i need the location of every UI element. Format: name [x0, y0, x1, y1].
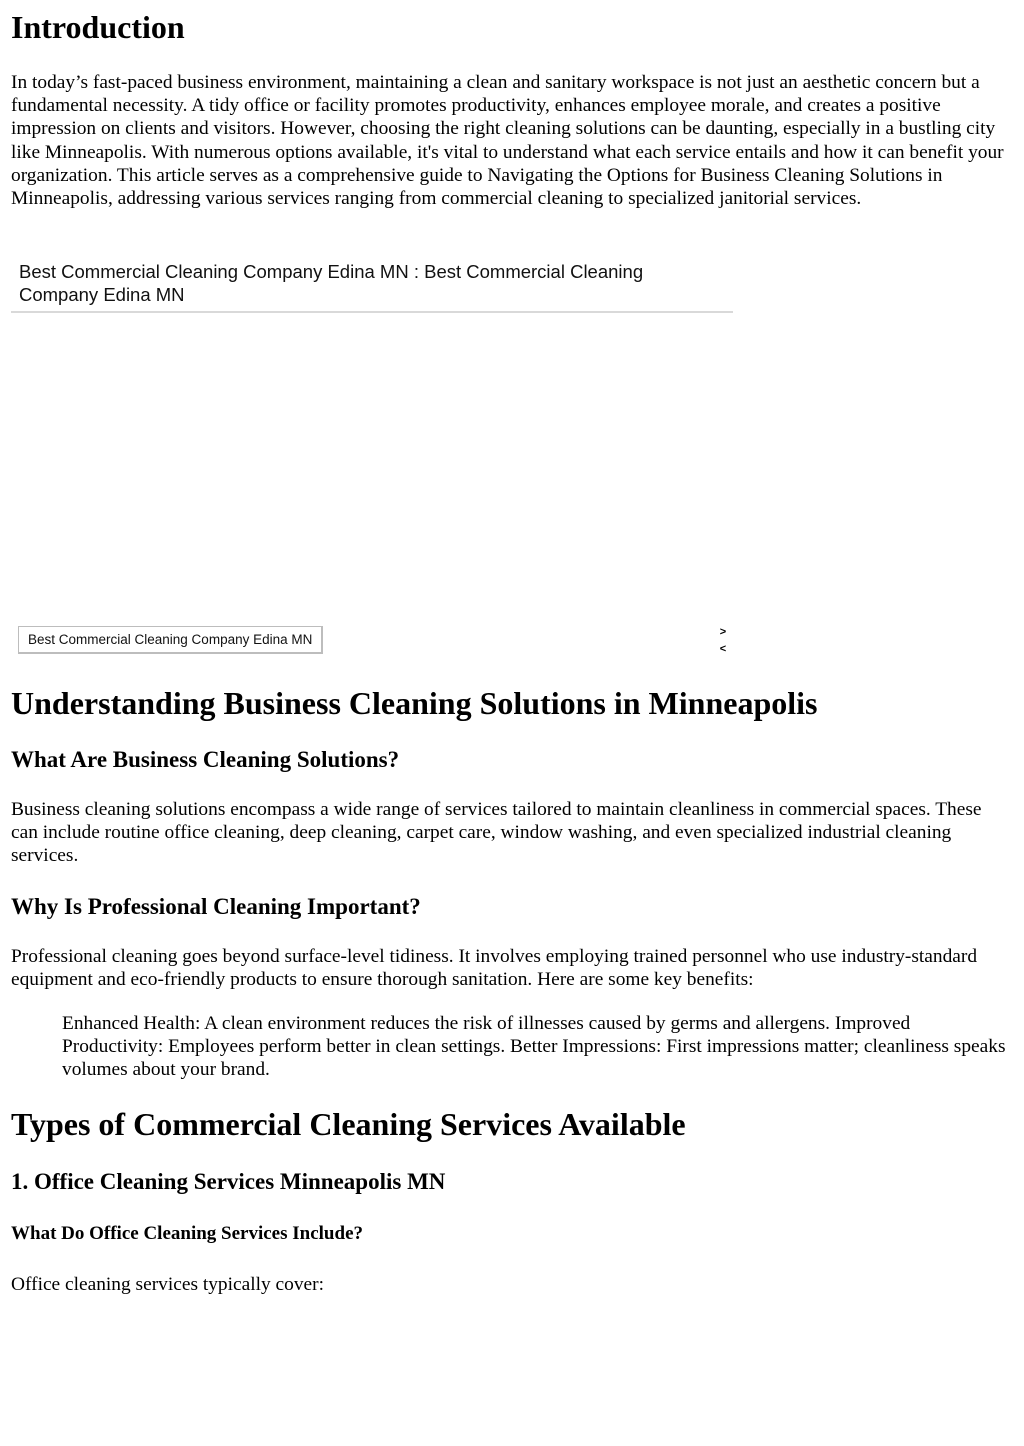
widget-title[interactable]: Best Commercial Cleaning Company Edina MN : Best Commercial Cleaning Company Edina MN — [19, 261, 644, 305]
office-paragraph: Office cleaning services typically cover: — [11, 1274, 324, 1295]
widget-media-area[interactable] — [11, 314, 733, 624]
benefits-list: Enhanced Health: A clean environment reduces the risk of illnesses caused by germs and allergens. Improved Productivity: Employees perform better in clean settings. Better Impressions: First impressions matter; cleanliness speaks volumes about your brand. — [62, 1013, 1006, 1081]
understanding-heading: Understanding Business Cleaning Solutions in Minneapolis — [11, 685, 818, 721]
widget-divider — [11, 311, 733, 313]
intro-paragraph: In today’s fast-paced business environment, maintaining a clean and sanitary workspace is not just an aesthetic concern but a fundamental necessity. A tidy office or facility promotes productivity, enhances employee morale, and creates a positive impression on clients and visitors. However, choosing the right cleaning solutions can be daunting, especially in a bustling city like Minneapolis. With numerous options available, it's vital to understand what each service entails and how it can benefit your organization. This article serves as a comprehensive guide to Navigating the Options for Business Cleaning Solutions in Minneapolis, addressing various services ranging from commercial cleaning to specialized janitorial services. — [11, 72, 1004, 210]
office-cleaning-heading: 1. Office Cleaning Services Minneapolis MN — [11, 1169, 446, 1194]
embedded-video-widget — [11, 256, 733, 662]
what-paragraph: Business cleaning solutions encompass a wide range of services tailored to maintain cleanliness in commercial spaces. These can include routine office cleaning, deep cleaning, carpet care, window washing, and even specialized industrial cleaning services. — [11, 799, 982, 867]
why-heading: Why Is Professional Cleaning Important? — [11, 894, 421, 919]
widget-caption-tab[interactable]: Best Commercial Cleaning Company Edina MN — [18, 626, 323, 654]
types-heading: Types of Commercial Cleaning Services Available — [11, 1106, 686, 1142]
widget-prev-arrow-icon[interactable]: < — [719, 643, 727, 655]
intro-heading: Introduction — [11, 9, 185, 45]
why-paragraph: Professional cleaning goes beyond surface-level tidiness. It involves employing trained personnel who use industry-standard equipment and eco-friendly products to ensure thorough sanitation. Here are some key benefits: — [11, 946, 978, 991]
what-heading: What Are Business Cleaning Solutions? — [11, 747, 400, 772]
office-include-heading: What Do Office Cleaning Services Include? — [11, 1223, 364, 1244]
widget-next-arrow-icon[interactable]: > — [719, 626, 727, 638]
